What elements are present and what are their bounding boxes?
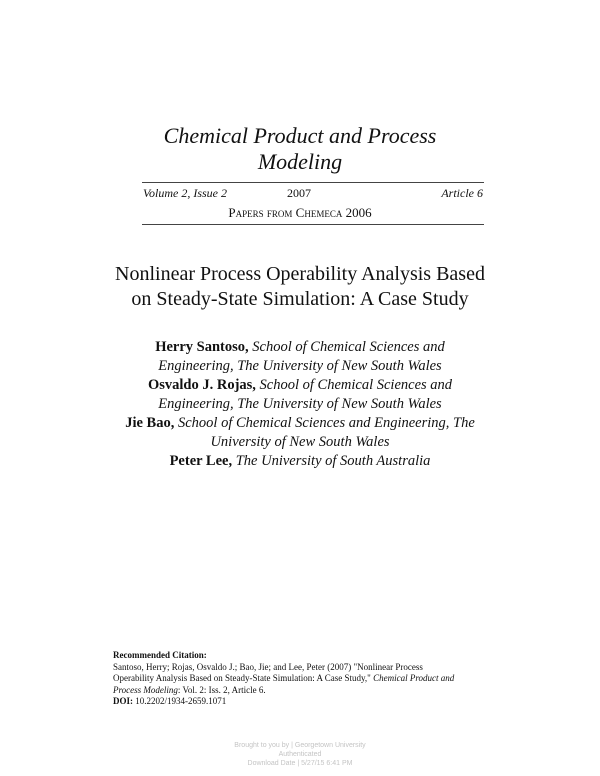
citation-journal: Process Modeling [113, 684, 178, 695]
journal-title-line: Modeling [257, 149, 343, 174]
citation-heading: Recommended Citation: [113, 650, 207, 660]
author-name: Herry Santoso, [155, 339, 249, 355]
citation-text: : Vol. 2: Iss. 2, Article 6. [177, 684, 266, 695]
citation-text: Operability Analysis Based on Steady-State Simulation: A Case Study," [113, 673, 374, 683]
author-name: Osvaldo J. Rojas, [147, 377, 256, 393]
article-number: Article 6 [441, 186, 483, 200]
watermark-line: Download Date | 5/27/15 6:41 PM [247, 760, 353, 767]
author-affiliation: School of Chemical Sciences and [259, 377, 453, 393]
author-name: Peter Lee, [169, 453, 233, 469]
download-watermark [0, 741, 600, 768]
article-title-line: Nonlinear Process Operability Analysis Based [115, 263, 485, 285]
article-title-line: on Steady-State Simulation: A Case Study [131, 288, 469, 310]
citation-text: Santoso, Herry; Rojas, Osvaldo J.; Bao, Jie; and Lee, Peter (2007) "Nonlinear Process [113, 661, 423, 672]
year: 2007 [287, 186, 311, 200]
author [0, 452, 600, 471]
volume-issue: Volume 2, Issue 2 [143, 186, 227, 200]
watermark-line: Authenticated [278, 751, 322, 758]
citation-journal: Chemical Product and [373, 673, 455, 683]
journal-title-line: Chemical Product and Process [163, 123, 437, 148]
author-list [0, 338, 600, 471]
recommended-citation [113, 650, 493, 708]
section-title: Papers from Chemeca 2006 [228, 205, 372, 220]
author [0, 414, 600, 433]
doi-label: DOI: [113, 696, 133, 706]
author-affiliation: School of Chemical Sciences and Engineering, The [177, 415, 475, 431]
doi-link[interactable]: 10.2202/1934-2659.1071 [135, 696, 227, 706]
author-affiliation: School of Chemical Sciences and [252, 339, 445, 355]
author-affiliation: Engineering, The University of New South Wales [158, 358, 442, 374]
author-affiliation: University of New South Wales [210, 434, 390, 450]
article-title [0, 262, 600, 312]
header-rule [142, 182, 484, 183]
author [0, 376, 600, 395]
author-affiliation: Engineering, The University of New South Wales [158, 396, 442, 412]
author-affiliation: The University of South Australia [235, 453, 431, 469]
watermark-line: Brought to you by | Georgetown University [234, 742, 366, 749]
author-name: Jie Bao, [125, 415, 175, 431]
header-rule [142, 224, 484, 225]
journal-title [0, 123, 600, 175]
author [0, 338, 600, 357]
